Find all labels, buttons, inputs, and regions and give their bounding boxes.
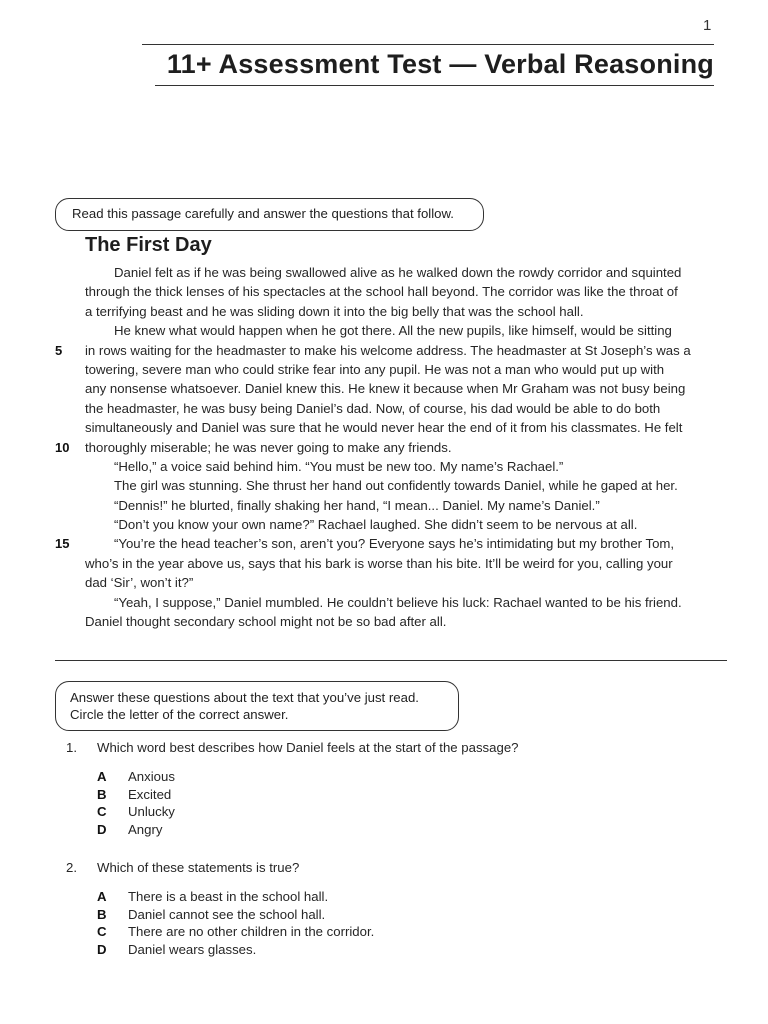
passage-line-text: any nonsense whatsoever. Daniel knew this. He knew it because when Mr Graham was not busy being xyxy=(85,381,686,397)
answer-option-a[interactable] xyxy=(97,768,175,786)
option-letter[interactable]: A xyxy=(97,769,107,784)
passage-line xyxy=(85,282,730,301)
passage-line xyxy=(85,515,730,534)
question-number: 2. xyxy=(66,860,77,875)
option-letter[interactable]: D xyxy=(97,941,107,957)
passage-line xyxy=(85,379,730,398)
answer-option-b[interactable] xyxy=(97,906,374,924)
passage-line-text: dad ‘Sir’, won’t it?” xyxy=(85,575,194,591)
passage-line xyxy=(55,341,730,360)
option-text: Excited xyxy=(128,786,172,802)
option-letter[interactable]: B xyxy=(97,786,107,802)
option-letter[interactable]: C xyxy=(97,804,107,820)
passage-line-text: “Don’t you know your own name?” Rachael laughed. She didn’t seem to be nervous at all. xyxy=(114,517,638,533)
passage-line-text: towering, severe man who could strike fear into any pupil. He was not a man who would put up with xyxy=(85,361,665,377)
answer-options xyxy=(97,768,175,838)
answer-option-d[interactable] xyxy=(97,941,374,959)
passage-line xyxy=(85,573,730,592)
passage-line-text: in rows waiting for the headmaster to make his welcome address. The headmaster at St Joseph’s was a xyxy=(85,342,691,358)
passage-line xyxy=(85,554,730,573)
question-text: Which word best describes how Daniel feels at the start of the passage? xyxy=(97,740,519,755)
answer-option-a[interactable] xyxy=(97,888,374,906)
story-title: The First Day xyxy=(85,234,212,256)
passage-line-text: through the thick lenses of his spectacles at the school hall beyond. The corridor was like the throat of xyxy=(85,284,678,300)
passage-line xyxy=(85,612,730,631)
option-text: There is a beast in the school hall. xyxy=(128,889,329,904)
passage-line xyxy=(85,263,730,282)
passage-line xyxy=(85,399,730,418)
option-text: Daniel wears glasses. xyxy=(128,941,257,957)
passage-line xyxy=(85,418,730,437)
option-letter[interactable]: C xyxy=(97,924,107,940)
answer-options xyxy=(97,888,374,958)
passage-line-text: “Hello,” a voice said behind him. “You must be new too. My name’s Rachael.” xyxy=(114,458,564,474)
question-text: Which of these statements is true? xyxy=(97,860,300,875)
passage-line-text: the headmaster, he was busy being Daniel’s dad. Now, of course, his dad would be able to do both xyxy=(85,400,661,416)
page-number: 1 xyxy=(703,17,712,34)
line-number: 15 xyxy=(55,536,70,552)
option-text: Angry xyxy=(128,821,163,837)
option-text: There are no other children in the corridor. xyxy=(128,924,375,940)
passage-line-text: He knew what would happen when he got there. All the new pupils, like himself, would be sitting xyxy=(114,323,672,339)
question-number: 1. xyxy=(66,740,77,755)
passage-line xyxy=(85,476,730,495)
option-text: Unlucky xyxy=(128,804,175,820)
option-letter[interactable]: D xyxy=(97,821,107,837)
passage-line-text: Daniel thought secondary school might not be so bad after all. xyxy=(85,614,447,630)
passage-line xyxy=(55,438,730,457)
header-bottom-rule xyxy=(155,85,714,86)
instruction-box xyxy=(55,198,484,231)
header-top-rule xyxy=(142,44,714,45)
passage-line xyxy=(85,593,730,612)
passage-line xyxy=(85,457,730,476)
passage-line-text: “Dennis!” he blurted, finally shaking her hand, “I mean... Daniel. My name’s Daniel.” xyxy=(114,497,600,513)
passage xyxy=(55,263,730,631)
passage-line-text: simultaneously and Daniel was sure that he would never hear the end of it from his classmates. He felt xyxy=(85,420,683,436)
option-text: Daniel cannot see the school hall. xyxy=(128,906,326,922)
passage-line xyxy=(85,321,730,340)
passage-line-text: Daniel felt as if he was being swallowed alive as he walked down the rowdy corridor and squinted xyxy=(114,265,682,280)
passage-line xyxy=(85,302,730,321)
option-letter[interactable]: A xyxy=(97,889,107,904)
instruction-text: Read this passage carefully and answer the questions that follow. xyxy=(72,206,454,221)
questions-instruction-line-1: Answer these questions about the text that you’ve just read. xyxy=(70,690,419,705)
page-title: 11+ Assessment Test — Verbal Reasoning xyxy=(166,49,714,79)
passage-line xyxy=(55,534,730,553)
passage-line-text: “You’re the head teacher’s son, aren’t you? Everyone says he’s intimidating but my brother Tom, xyxy=(114,536,675,552)
passage-line xyxy=(85,360,730,379)
passage-line xyxy=(85,496,730,515)
section-divider xyxy=(55,660,727,661)
answer-option-d[interactable] xyxy=(97,821,175,839)
questions-instruction-box xyxy=(55,681,459,731)
option-text: Anxious xyxy=(128,769,175,784)
passage-line-text: a terrifying beast and he was sliding down it into the big belly that was the school hall. xyxy=(85,303,584,319)
answer-option-c[interactable] xyxy=(97,803,175,821)
line-number: 5 xyxy=(55,342,63,358)
passage-line-text: who’s in the year above us, says that his bark is worse than his bite. It’ll be weird for you, calling your xyxy=(85,555,673,571)
passage-line-text: The girl was stunning. She thrust her hand out confidently towards Daniel, while he gaped at her. xyxy=(114,478,678,494)
question-1 xyxy=(0,740,768,837)
answer-option-b[interactable] xyxy=(97,786,175,804)
questions-instruction-line-2: Circle the letter of the correct answer. xyxy=(70,707,289,722)
answer-option-c[interactable] xyxy=(97,923,374,941)
passage-line-text: thoroughly miserable; he was never going to make any friends. xyxy=(85,439,452,455)
passage-line-text: “Yeah, I suppose,” Daniel mumbled. He couldn’t believe his luck: Rachael wanted to be his friend. xyxy=(114,594,682,610)
line-number: 10 xyxy=(55,439,70,455)
question-2 xyxy=(0,860,768,957)
option-letter[interactable]: B xyxy=(97,906,107,922)
